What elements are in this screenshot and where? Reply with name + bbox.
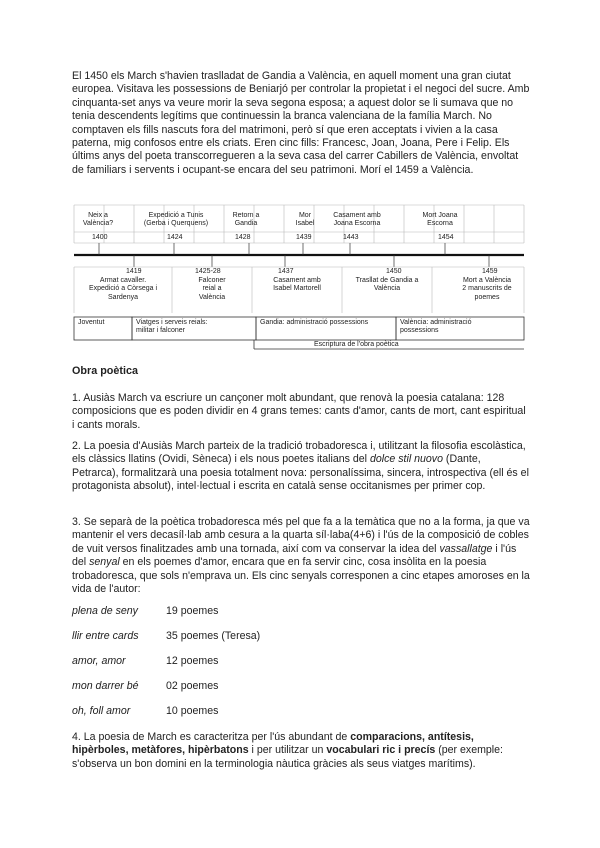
senyal-count: 12 poemes <box>166 655 219 667</box>
paragraph-3 <box>72 516 530 596</box>
timeline-top-year: 1443 <box>343 234 359 241</box>
timeline-top-label: Mor Isabel <box>295 212 315 228</box>
timeline-figure <box>72 203 528 351</box>
timeline-top-label: Expedició a Tunis (Gerba i Querquens) <box>143 212 209 228</box>
timeline-bottom-year: 1419 <box>126 268 142 275</box>
p4-text: 4. La poesia de March es caracteritza per l'ús abundant de <box>72 731 351 743</box>
timeline-bottom-label: Trasllat de Gandia a València <box>355 277 419 293</box>
timeline-bottom-year: 1450 <box>386 268 402 275</box>
timeline-top-year: 1454 <box>438 234 454 241</box>
senyal-count: 10 poemes <box>166 705 219 717</box>
intro-paragraph: El 1450 els March s'havien traslladat de Gandia a València, en aquell moment una gran ciutat europea. Visitava les possessions de Beniarjó per controlar la propietat i el negoci del sucre. Amb cinquanta-set anys va veure morir la seva segona esposa; a aquest dolor se li sumava que no tenia descendents legítims que continuessin la branca valenciana de la família March. No comptaven els fills nascuts fora del matrimoni, però sí que eren acceptats i vivien a la casa paterna, mig confosos entre els criats. Eren cinc fills: Francesc, Joan, Joana, Pere i Felip. Els últims anys del poeta transcorregueren a la seva casa del carrer Cabillers de València, envoltat de familiars i servents i ocupant-se encara del seu patrimoni. Morí el 1459 a València. <box>72 70 530 176</box>
timeline-bottom-year: 1425-28 <box>195 268 221 275</box>
timeline-top-label: Neix a València? <box>82 212 114 228</box>
senyal-name: llir entre cards <box>72 630 139 642</box>
p3-italic: senyal <box>89 556 120 569</box>
timeline-top-year: 1439 <box>296 234 312 241</box>
timeline-top-year: 1400 <box>92 234 108 241</box>
p2-text: (Dante, Petrarca), formalitzarà una poesia totalment nova: personalíssima, sincera, introspectiva (ell és el protagonista absolut), intel·lectual i escrita en català sense occitanismes per primer cop. <box>72 453 529 493</box>
senyal-count: 35 poemes (Teresa) <box>166 630 261 642</box>
senyal-name: oh, foll amor <box>72 705 131 717</box>
timeline-top-label: Retorn a Gandia <box>232 212 260 228</box>
timeline-top-label: Mort Joana Escorna <box>422 212 458 228</box>
senyal-name: mon darrer bé <box>72 680 139 692</box>
timeline-bottom-year: 1437 <box>278 268 294 275</box>
senyal-name: amor, amor <box>72 655 126 667</box>
p3-text: 3. Se separà de la poètica trobadoresca més pel que fa a la temàtica que no a la forma, ja que va mantenir el vers decasíl·lab amb cesura a la quarta síl·laba(4+6) i l'ús de la composició de cobles de vuit versos finalitzades amb una tornada, així com va conservar la idea del <box>72 516 530 555</box>
section-title: Obra poètica <box>72 365 138 377</box>
p4-bold: comparacions, antítesis, hipèrboles, metàfores, hipèrbatons <box>72 731 474 757</box>
timeline-bottom-label: Casament amb Isabel Martorell <box>273 277 321 293</box>
timeline-period: Escriptura de l'obra poètica <box>314 341 399 348</box>
p3-text: i l'ús del <box>72 542 517 569</box>
timeline-bottom-label: Falconer reial a València <box>198 277 226 301</box>
timeline-period: València: administració possessions <box>400 319 472 335</box>
p4-bold: vocabulari ric i precís <box>326 744 436 757</box>
p3-text: en els poemes d'amor, encara que en fa servir cinc, cosa insòlita en la poesia trobadoresca, que sols n'emprava un. Els cinc senyals corresponen a cinc etapes amoroses en la vida de l'autor: <box>72 556 530 596</box>
timeline-top-year: 1428 <box>235 234 251 241</box>
timeline-bottom-label: Mort a València 2 manuscrits de poemes <box>462 277 512 301</box>
timeline-bottom-label: Armat cavaller. Expedició a Còrsega i Sardenya <box>88 277 158 301</box>
timeline-period: Joventut <box>78 319 105 326</box>
timeline-bottom-year: 1459 <box>482 268 498 275</box>
senyal-count: 19 poemes <box>166 605 219 617</box>
paragraph-4 <box>72 731 530 771</box>
senyal-name: plena de seny <box>72 605 138 617</box>
p2-italic: dolce stil nuovo <box>369 453 443 466</box>
p3-italic: vassallatge <box>439 542 493 555</box>
timeline-period: Viatges i serveis reials: militar i falconer <box>136 319 208 335</box>
p2-text: 2. La poesia d'Ausiàs March parteix de la tradició trobadoresca i, utilitzant la filosofia escolàstica, els clàssics llatins (Ovidi, Sèneca) i els nous poetes italians del <box>72 440 526 466</box>
paragraph-2 <box>72 440 530 494</box>
p4-text: i per utilitzar un <box>248 744 327 757</box>
senyal-count: 02 poemes <box>166 680 219 692</box>
timeline-period: Gandia: administració possessions <box>260 319 369 326</box>
timeline-top-label: Casament amb Joana Escorna <box>333 212 381 228</box>
p4-text: (per exemple: s'observa un bon domini en la terminologia nàutica gràcies als seus viatges marítims). <box>72 744 503 770</box>
paragraph-1: 1. Ausiàs March va escriure un cançoner molt abundant, que renovà la poesia catalana: 128 composicions que es poden dividir en 4 grans temes: cants d'amor, cants de mort, cant espiritual i cants morals. <box>72 392 526 431</box>
timeline-top-year: 1424 <box>167 234 183 241</box>
